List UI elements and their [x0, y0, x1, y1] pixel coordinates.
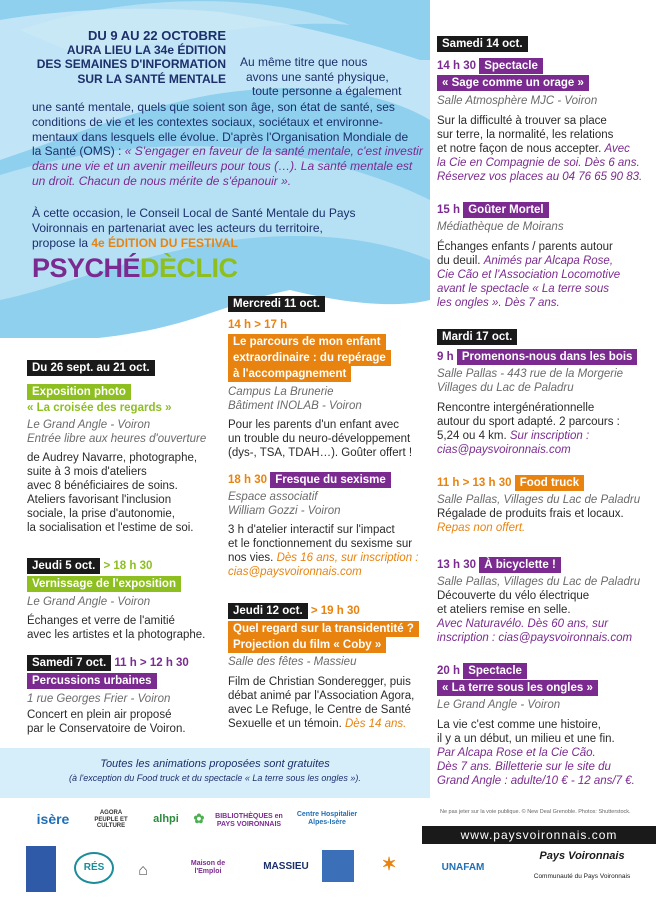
logo-maison-emploi: Maison de l'Emploi [190, 860, 226, 875]
col1-e2 [27, 558, 222, 642]
intro-quote-line: dans une vie et un avenir meilleurs pour tous (…). La santé mentale est [32, 159, 413, 173]
event-body: la socialisation et l'estime de soi. [27, 522, 194, 535]
event-place: Salle Pallas - 443 rue de la Morgerie [437, 368, 624, 381]
event-body: du deuil. [437, 255, 481, 268]
header-dates: DU 9 AU 22 OCTOBRE [88, 28, 226, 43]
event-body: avec 8 bénéficiaires de soins. [27, 480, 178, 493]
event-place: Le Grand Angle - Voiron [437, 699, 561, 712]
col3-e4 [437, 475, 649, 535]
event-place: Le Grand Angle - Voiron [27, 596, 151, 609]
event-date: Jeudi 5 oct. [27, 558, 100, 574]
credits: Ne pas jeter sur la voie publique. © New Deal Grenoble. Photos: Shutterstock. [440, 809, 631, 815]
event-note: Animés par Alcapa Rose, [483, 255, 614, 268]
event-note: inscription : cias@paysvoironnais.com [437, 632, 633, 645]
event-note: Repas non offert. [437, 522, 526, 535]
col3-e1 [437, 36, 647, 184]
intro-line: À cette occasion, le Conseil Local de Santé Mentale du Pays [32, 206, 356, 220]
festival-edition: 4e ÉDITION DU FESTIVAL [91, 235, 238, 250]
event-date: Mardi 17 oct. [437, 329, 517, 345]
event-note: Avec [604, 143, 630, 156]
intro-line: mentaux dans lesquels elle évolue. D'après l'Organisation Mondiale de [32, 129, 409, 144]
logo-isere: isère [36, 811, 70, 828]
event-time: 18 h 30 [228, 474, 267, 486]
col2-e2 [228, 472, 418, 579]
brand-sub: Communauté du Pays Voironnais [533, 873, 631, 881]
event-body: par le Conservatoire de Voiron. [27, 723, 186, 736]
event-tag: Projection du film « Coby » [228, 637, 386, 653]
brand-name: Pays Voironnais [539, 850, 625, 862]
free-line: Toutes les animations proposées sont gratuites [100, 758, 330, 770]
intro-quote-line: un droit. Chacun de nous mérite de s'épanouir ». [32, 173, 292, 188]
event-time: 13 h 30 [437, 559, 476, 571]
event-body: autour du sport adapté. 2 parcours : [437, 416, 620, 429]
col1 [27, 360, 222, 535]
event-place: 1 rue Georges Frier - Voiron [27, 693, 171, 706]
header-block [20, 28, 226, 86]
event-body: sociale, la prise d'autonomie, [27, 508, 175, 521]
event-place: William Gozzi - Voiron [228, 505, 341, 518]
logo-square [322, 850, 354, 882]
col1-e3 [27, 655, 227, 736]
event-note: Réservez vos places au 04 76 65 90 83. [437, 171, 643, 184]
event-title: « La croisée des regards » [27, 402, 172, 415]
event-body: Concert en plein air proposé [27, 709, 172, 722]
event-tag: Spectacle [479, 58, 543, 74]
event-tag: Le parcours de mon enfant [228, 334, 386, 350]
event-body: avec les artistes et la photographe. [27, 629, 206, 642]
event-note: Avec Naturavélo. Dès 60 ans, sur [437, 618, 609, 631]
logo-res: RÉS [74, 852, 114, 884]
event-place: Salle des fêtes - Massieu [228, 656, 357, 669]
logo-ch-alpes-isere: Centre Hospitalier Alpes-Isère [296, 811, 358, 826]
event-body: de Audrey Navarre, photographe, [27, 452, 198, 465]
event-body: Rencontre intergénérationnelle [437, 402, 595, 415]
event-tag: Promenons-nous dans les bois [457, 349, 638, 365]
event-body: avec Le Refuge, le Centre de Santé [228, 704, 411, 717]
website-link[interactable]: www.paysvoironnais.com [460, 828, 618, 842]
col3-e3 [437, 329, 647, 457]
event-date: Du 26 sept. au 21 oct. [27, 360, 155, 376]
festival-logo-part-a: PSYCHÉ [32, 253, 141, 283]
col3-e6 [437, 663, 649, 788]
event-note: Par Alcapa Rose et la Cie Cão. [437, 747, 596, 760]
intro-line: Voironnais en partenariat avec les acteurs du territoire, [32, 220, 323, 235]
logo-unafam: UNAFAM [441, 861, 485, 873]
event-place: Médiathèque de Moirans [437, 221, 564, 234]
intro-propose: propose la [32, 235, 92, 250]
event-email[interactable]: cias@paysvoironnais.com [437, 444, 571, 457]
event-note: avant le spectacle « La terre sous [437, 283, 609, 296]
event-body: et notre façon de nous accepter. [437, 143, 602, 156]
event-tag: Exposition photo [27, 384, 131, 400]
event-note: Cie Cão et l'Association Locomotive [437, 269, 621, 282]
event-email[interactable]: cias@paysvoironnais.com [228, 566, 362, 579]
event-body: 3 h d'atelier interactif sur l'impact [228, 524, 395, 537]
event-body: Échanges enfants / parents autour [437, 241, 613, 254]
event-body: Sur la difficulté à trouver sa place [437, 115, 607, 128]
event-note: Dès 14 ans. [345, 718, 407, 731]
event-body: Échanges et verre de l'amitié [27, 615, 175, 628]
intro-p3 [32, 206, 356, 250]
logo-colorful: ✶ [381, 854, 397, 875]
event-body: Film de Christian Sonderegger, puis [228, 676, 411, 689]
event-tag: Vernissage de l'exposition [27, 576, 181, 592]
event-date: Jeudi 12 oct. [228, 603, 308, 619]
event-body: Découverte du vélo électrique [437, 590, 590, 603]
event-place: Villages du Lac de Paladru [437, 382, 574, 395]
free-sub: (à l'exception du Food truck et du spectacle « La terre sous les ongles »). [69, 773, 361, 784]
event-note: la Cie en Compagnie de soi. Dès 6 ans. [437, 157, 640, 170]
col2-e1 [228, 296, 418, 460]
event-body-last [437, 429, 647, 443]
logo-blue-block [26, 846, 56, 892]
header-line3: DES SEMAINES D'INFORMATION [36, 57, 226, 72]
intro-p2 [32, 100, 423, 189]
event-body: nos vies. [228, 552, 274, 565]
event-body: et ateliers remise en selle. [437, 604, 571, 617]
event-body-last [437, 254, 647, 268]
event-place: Salle Pallas, Villages du Lac de Paladru [437, 576, 641, 589]
intro-quote: « S'engager en faveur de la santé mentale, c'est investir [124, 144, 423, 159]
event-time: 14 h > 17 h [228, 319, 288, 332]
event-tag: extraordinaire : du repérage [228, 350, 391, 366]
intro-oms: la Santé (OMS) : [32, 144, 122, 159]
event-place: Campus La Brunerie [228, 386, 334, 399]
intro-line [32, 236, 356, 251]
event-time: 11 h > 13 h 30 [437, 477, 512, 489]
col3-e5 [437, 557, 649, 645]
event-body: Ateliers favorisant l'inclusion [27, 494, 172, 507]
event-time: 20 h [437, 665, 461, 677]
event-time: > 18 h 30 [103, 560, 153, 572]
event-tag: Fresque du sexisme [270, 472, 391, 488]
intro-p1 [240, 55, 401, 99]
event-tag: Spectacle [463, 663, 527, 679]
event-time: > 19 h 30 [310, 605, 360, 617]
event-body: il y a un début, un milieu et une fin. [437, 733, 615, 746]
event-date: Samedi 7 oct. [27, 655, 111, 671]
event-body: Régalade de produits frais et locaux. [437, 508, 624, 521]
leaf-icon: ✿ [193, 811, 205, 827]
logo-alhpi: alhpi [153, 813, 179, 826]
event-body-last [228, 717, 423, 731]
event-body: suite à 3 mois d'ateliers [27, 466, 147, 479]
logo-bibliotheques: BIBLIOTHÈQUES en PAYS VOIRONNAIS [215, 812, 283, 828]
event-tag: À bicyclette ! [479, 557, 561, 573]
event-body-last [437, 142, 647, 156]
event-tag: Quel regard sur la transidentité ? [228, 621, 419, 637]
intro-line [32, 144, 423, 159]
festival-logo-part-b: DÈCLIC [140, 253, 238, 283]
event-tag: à l'accompagnement [228, 366, 351, 382]
event-body: 5,24 ou 4 km. [437, 430, 507, 443]
event-tag: Food truck [515, 475, 584, 491]
event-time: 11 h > 12 h 30 [114, 657, 189, 669]
col2-e3 [228, 603, 423, 731]
event-time: 15 h [437, 204, 461, 216]
header-line2: AURA LIEU LA 34e ÉDITION [66, 43, 226, 58]
event-body: débat animé par l'Association Agora, [228, 690, 415, 703]
intro-line: Au même titre que nous [240, 55, 368, 69]
event-tag: « La terre sous les ongles » [437, 680, 598, 696]
event-body: Pour les parents d'un enfant avec [228, 419, 399, 432]
event-date: Mercredi 11 oct. [228, 296, 325, 312]
logo-massieu: MASSIEU [263, 860, 309, 872]
header-line4: SUR LA SANTÉ MENTALE [77, 71, 226, 86]
free-note [0, 758, 430, 784]
col3-e2 [437, 202, 647, 310]
intro-line: conditions de vie et les contextes sociaux, sociétaux et environne- [32, 114, 383, 129]
event-time: 9 h [437, 351, 454, 364]
event-body: et le fonctionnement du sexisme sur [228, 538, 413, 551]
event-note: Grand Angle : adulte/10 € - 12 ans/7 €. [437, 775, 635, 788]
event-date: Samedi 14 oct. [437, 36, 528, 52]
event-tag: « Sage comme un orage » [437, 75, 589, 91]
event-body: Sexuelle et un témoin. [228, 718, 342, 731]
event-place: Espace associatif [228, 491, 318, 504]
brand-block [512, 850, 652, 900]
event-place: Entrée libre aux heures d'ouverture [27, 433, 207, 446]
event-note: Sur inscription : [509, 430, 590, 443]
event-body: La vie c'est comme une histoire, [437, 719, 601, 732]
event-body: un trouble du neuro-développement [228, 433, 411, 446]
event-body: (dys-, TSA, TDAH…). Goûter offert ! [228, 447, 413, 460]
event-place: Salle Pallas, Villages du Lac de Paladru [437, 494, 641, 507]
logo-small-1: ⌂ [138, 862, 148, 880]
intro-line: une santé mentale, quels que soient son âge, son état de santé, ses [32, 100, 395, 114]
event-body: sur terre, la normalité, les relations [437, 129, 614, 142]
intro-line: avons une santé physique, [246, 69, 389, 84]
event-note: les ongles ». Dès 7 ans. [437, 297, 560, 310]
event-tag: Percussions urbaines [27, 673, 157, 689]
event-place: Bâtiment INOLAB - Voiron [228, 400, 362, 413]
event-note: Dès 7 ans. Billetterie sur le site du [437, 761, 611, 774]
event-body-last [228, 551, 418, 565]
event-time: 14 h 30 [437, 60, 476, 73]
logo-agora: AGORA PEUPLE ET CULTURE [94, 810, 128, 830]
intro-line: toute personne a également [252, 84, 402, 99]
event-place: Salle Atmosphère MJC - Voiron [437, 95, 598, 108]
event-tag: Goûter Mortel [463, 202, 548, 218]
event-place: Le Grand Angle - Voiron [27, 419, 151, 432]
festival-logo [32, 252, 238, 285]
event-note: Dès 16 ans, sur inscription : [276, 552, 419, 565]
